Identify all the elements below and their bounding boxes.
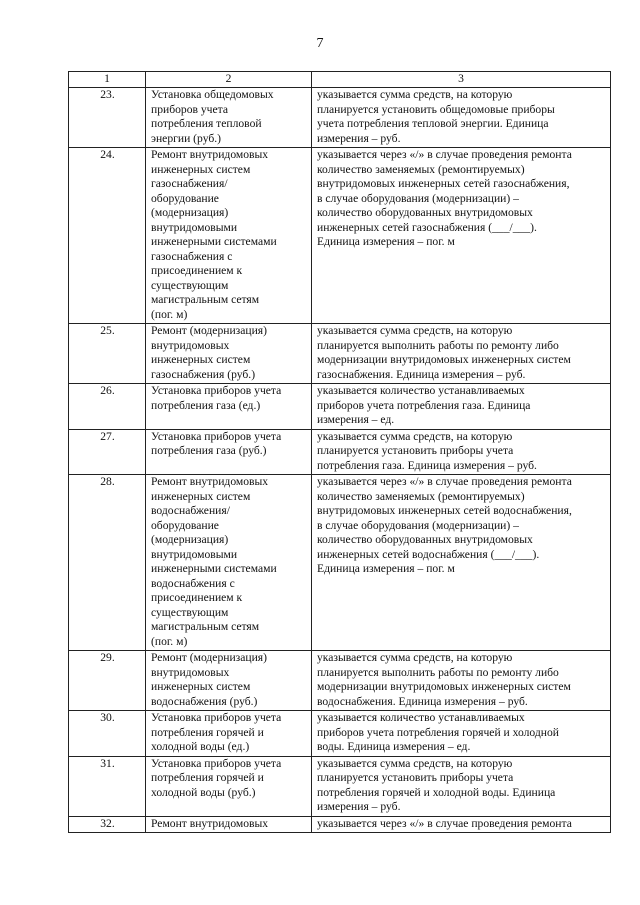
row-indicator: Установка приборов учета потребления газа (руб.) [146, 429, 312, 475]
row-number: 24. [69, 148, 146, 324]
row-indicator: Ремонт внутридомовых инженерных систем газоснабжения/ оборудование (модернизация) внутридомовыми инженерными системами газоснабжения с присоединением к существующим магистральным сетям (пог. м) [146, 148, 312, 324]
row-indicator: Установка приборов учета потребления горячей и холодной воды (руб.) [146, 756, 312, 816]
row-number: 31. [69, 756, 146, 816]
row-description: указывается через «/» в случае проведения ремонта количество заменяемых (ремонтируемых) внутридомовых инженерных сетей газоснабжения, в случае оборудования (модернизации) – количество оборудованных внутридомовых инженерных сетей газоснабжения (___/___). Единица измерения – пог. м [312, 148, 611, 324]
row-indicator: Ремонт внутридомовых инженерных систем водоснабжения/ оборудование (модернизация) внутридомовыми инженерными системами водоснабжения с присоединением к существующим магистральным сетям (пог. м) [146, 475, 312, 651]
row-description: указывается сумма средств, на которую планируется установить приборы учета потребления газа. Единица измерения – руб. [312, 429, 611, 475]
row-number: 28. [69, 475, 146, 651]
row-description: указывается количество устанавливаемых приборов учета потребления газа. Единица измерения – ед. [312, 384, 611, 430]
table-row [69, 148, 611, 324]
row-description: указывается сумма средств, на которую планируется установить приборы учета потребления горячей и холодной воды. Единица измерения – руб. [312, 756, 611, 816]
row-indicator: Ремонт (модернизация) внутридомовых инженерных систем газоснабжения (руб.) [146, 324, 312, 384]
row-description: указывается количество устанавливаемых приборов учета потребления горячей и холодной воды. Единица измерения – ед. [312, 711, 611, 757]
table-row [69, 384, 611, 430]
row-description: указывается через «/» в случае проведения ремонта [312, 816, 611, 833]
row-number: 32. [69, 816, 146, 833]
table-row [69, 324, 611, 384]
row-indicator: Установка приборов учета потребления газа (ед.) [146, 384, 312, 430]
page-number: 7 [316, 36, 324, 51]
column-header-1: 1 [69, 72, 146, 88]
row-description: указывается через «/» в случае проведения ремонта количество заменяемых (ремонтируемых) внутридомовых инженерных сетей водоснабжения, в случае оборудования (модернизации) – количество оборудованных внутридомовых инженерных сетей водоснабжения (___/___). Единица измерения – пог. м [312, 475, 611, 651]
column-header-2: 2 [146, 72, 312, 88]
table-row [69, 475, 611, 651]
row-indicator: Ремонт (модернизация) внутридомовых инженерных систем водоснабжения (руб.) [146, 651, 312, 711]
row-description: указывается сумма средств, на которую планируется выполнить работы по ремонту либо модернизации внутридомовых инженерных систем газоснабжения. Единица измерения – руб. [312, 324, 611, 384]
row-description: указывается сумма средств, на которую планируется выполнить работы по ремонту либо модернизации внутридомовых инженерных систем водоснабжения. Единица измерения – руб. [312, 651, 611, 711]
row-indicator: Ремонт внутридомовых [146, 816, 312, 833]
table-header-row [69, 72, 611, 88]
row-number: 26. [69, 384, 146, 430]
row-number: 27. [69, 429, 146, 475]
row-indicator: Установка общедомовых приборов учета потребления тепловой энергии (руб.) [146, 88, 312, 148]
row-number: 29. [69, 651, 146, 711]
column-header-3: 3 [312, 72, 611, 88]
table-row [69, 711, 611, 757]
row-number: 25. [69, 324, 146, 384]
table-row [69, 88, 611, 148]
row-number: 23. [69, 88, 146, 148]
table-row [69, 816, 611, 833]
row-indicator: Установка приборов учета потребления горячей и холодной воды (ед.) [146, 711, 312, 757]
table-row [69, 429, 611, 475]
row-number: 30. [69, 711, 146, 757]
table-row [69, 756, 611, 816]
data-table [68, 71, 611, 833]
row-description: указывается сумма средств, на которую планируется установить общедомовые приборы учета потребления тепловой энергии. Единица измерения – руб. [312, 88, 611, 148]
table-row [69, 651, 611, 711]
